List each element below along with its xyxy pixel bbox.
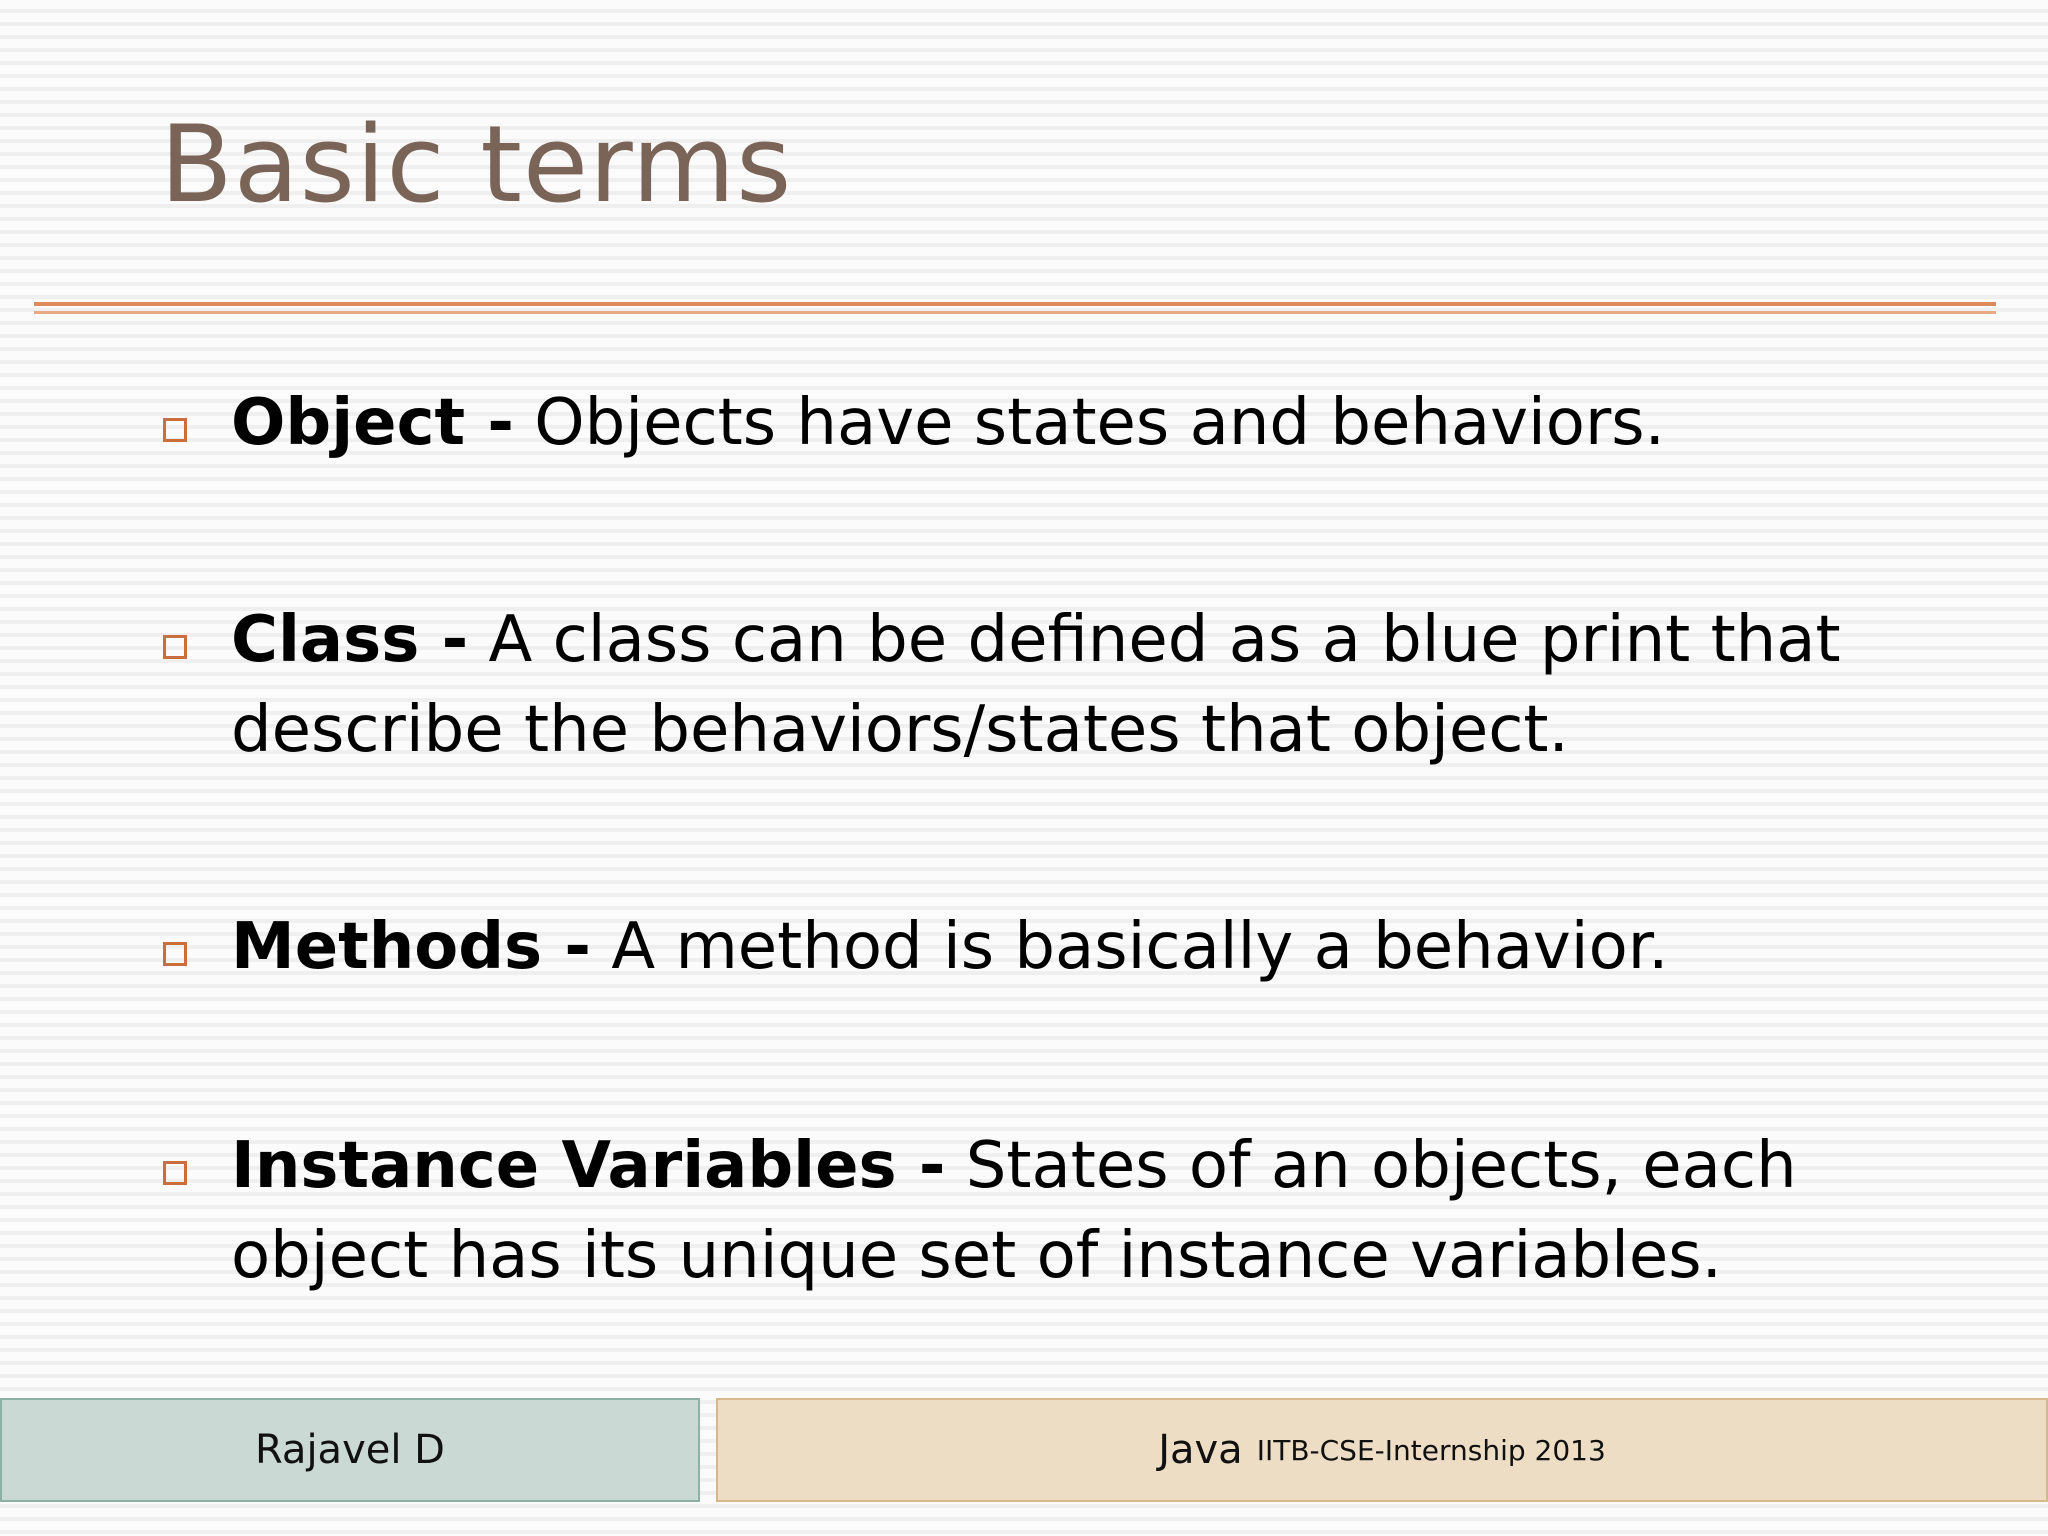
hollow-square-bullet-icon — [163, 942, 187, 966]
slide-title: Basic terms — [160, 103, 793, 226]
bullet-text — [231, 378, 1951, 468]
bullet-description: A method is basically a behavior. — [590, 910, 1669, 984]
footer-subject: Java — [1158, 1427, 1243, 1473]
hollow-square-bullet-icon — [163, 635, 187, 659]
bullet-term: Instance Variables - — [231, 1129, 946, 1203]
footer-author: Rajavel D — [255, 1427, 445, 1473]
footer-author-box — [0, 1398, 700, 1502]
footer-course-box — [716, 1398, 2048, 1502]
bullet-text — [231, 1121, 1951, 1301]
title-divider-secondary — [34, 311, 1996, 314]
bullet-term: Class - — [231, 603, 469, 677]
hollow-square-bullet-icon — [163, 418, 187, 442]
bullet-description: States of an objects, each object has its unique set of instance variables. — [231, 1129, 1797, 1293]
title-divider — [34, 302, 1996, 306]
bullet-term: Object - — [231, 386, 514, 460]
bullet-text — [231, 595, 1951, 775]
footer-course: IITB-CSE-Internship 2013 — [1256, 1433, 1606, 1467]
bullet-description: Objects have states and behaviors. — [513, 386, 1665, 460]
bullet-text — [231, 902, 1951, 992]
bullet-description: A class can be defined as a blue print that describe the behaviors/states that object. — [231, 603, 1841, 767]
bullet-term: Methods - — [231, 910, 591, 984]
hollow-square-bullet-icon — [163, 1161, 187, 1185]
